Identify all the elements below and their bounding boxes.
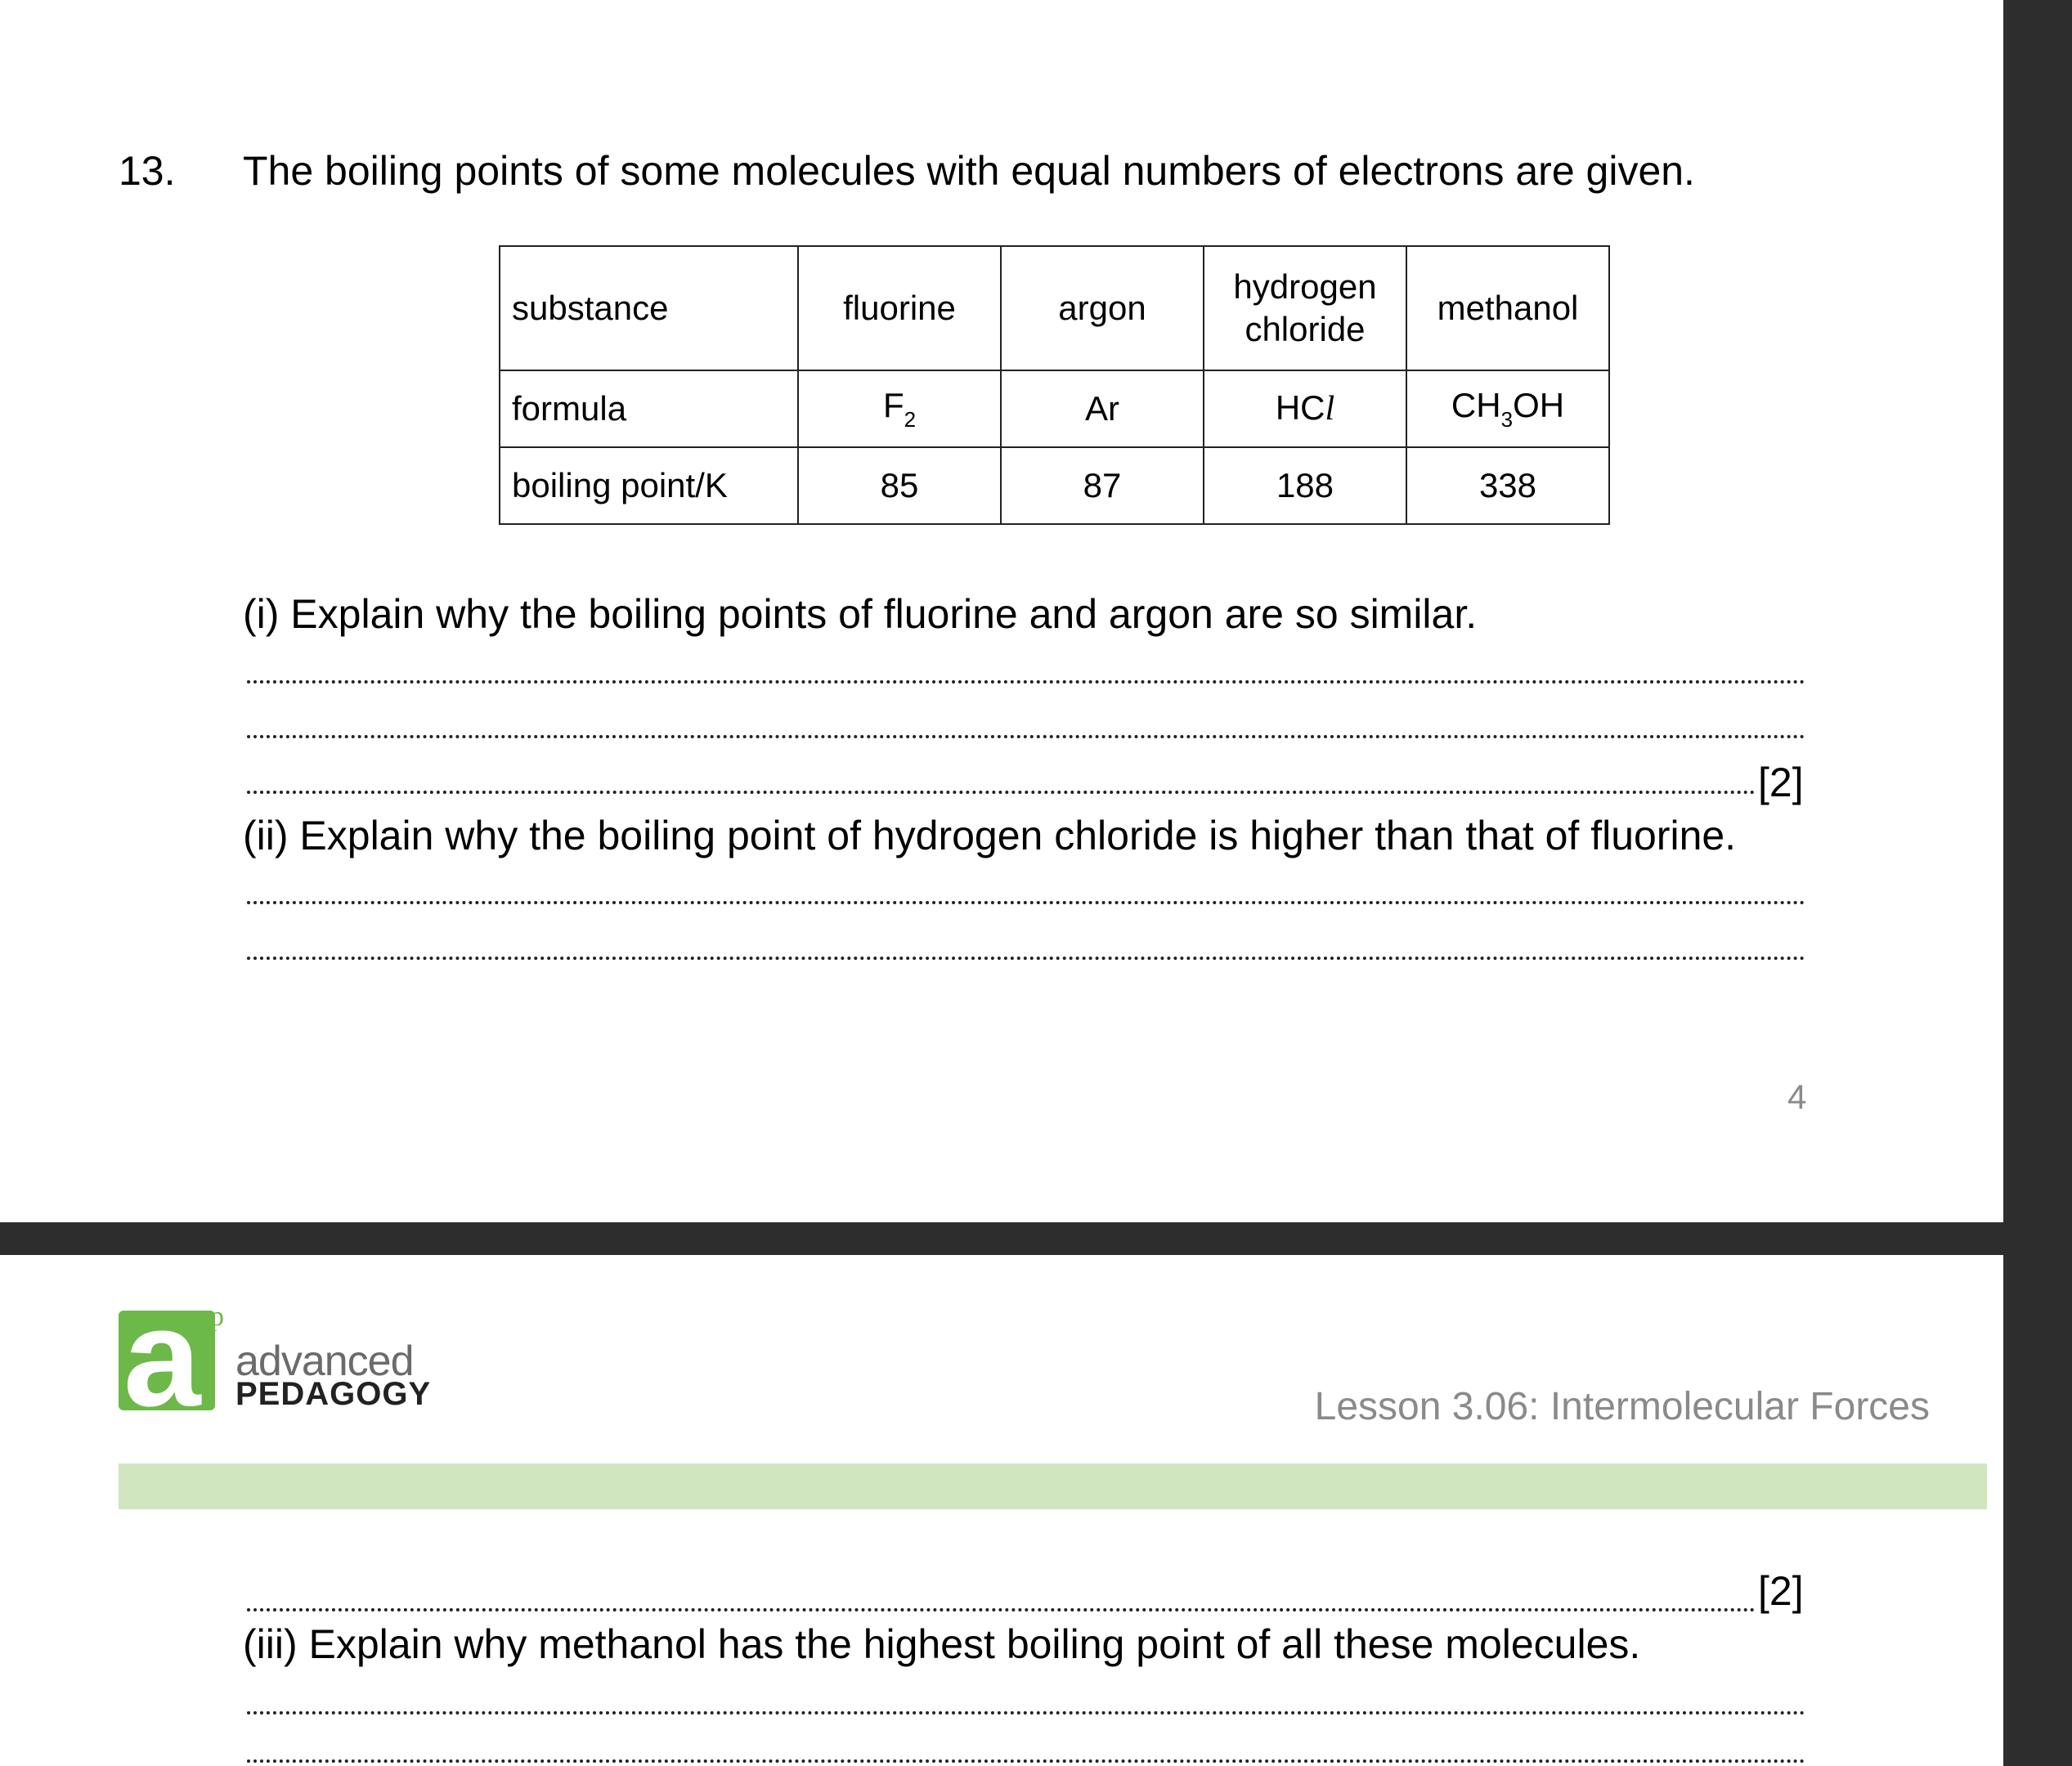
table-cell-formula-hcl: HCl	[1204, 370, 1406, 447]
answer-line	[247, 1608, 1756, 1611]
advanced-pedagogy-logo	[119, 1280, 224, 1436]
table-cell-substance-label: substance	[500, 246, 798, 370]
header-band	[119, 1463, 1987, 1509]
table-cell-formula-label: formula	[500, 370, 798, 447]
answer-line	[247, 901, 1805, 904]
brand-name-line2: PEDAGOGY	[235, 1376, 432, 1412]
part-ii-prompt: (ii) Explain why the boiling point of hydrogen chloride is higher than that of fluorine.	[243, 813, 1737, 858]
brand-name-line1: advanced	[235, 1338, 414, 1385]
table-cell-formula-ar: Ar	[1001, 370, 1204, 447]
table-cell-fluorine: fluorine	[798, 246, 1001, 370]
table-cell-bp-hcl: 188	[1204, 447, 1406, 524]
svg-text:a: a	[123, 1280, 201, 1436]
marks-label: [2]	[1758, 1568, 1804, 1614]
answer-line	[247, 791, 1756, 794]
table-cell-bp-label: boiling point/K	[500, 447, 798, 524]
table-cell-bp-argon: 87	[1001, 447, 1204, 524]
answer-line	[247, 957, 1805, 960]
table-row	[500, 370, 1609, 447]
table-cell-formula-ch3oh: $CH_3OH$	[1406, 370, 1609, 447]
viewer-scroll-gutter[interactable]	[2003, 0, 2072, 1766]
hydrogen-chloride-line1: hydrogen	[1233, 267, 1377, 306]
table-cell-bp-fluorine: 85	[798, 447, 1001, 524]
page-number: 4	[1787, 1078, 1807, 1116]
boiling-point-table	[499, 245, 1610, 525]
table-cell-formula-f2: $F_2$	[798, 370, 1001, 447]
answer-line	[247, 1711, 1805, 1714]
logo-mark-icon	[119, 1280, 224, 1436]
answer-line	[247, 735, 1805, 738]
part-iii-prompt: (iii) Explain why methanol has the highest boiling point of all these molecules.	[243, 1621, 1641, 1667]
table-cell-methanol: methanol	[1406, 246, 1609, 370]
table-cell-bp-methanol: 338	[1406, 447, 1609, 524]
part-i-prompt: (i) Explain why the boiling points of fluorine and argon are so similar.	[243, 591, 1478, 637]
answer-line	[247, 680, 1805, 684]
question-text: The boiling points of some molecules with equal numbers of electrons are given.	[243, 148, 1695, 194]
lesson-title: Lesson 3.06: Intermolecular Forces	[1314, 1385, 1930, 1428]
page-separator	[0, 1222, 2003, 1255]
hydrogen-chloride-line2: chloride	[1245, 310, 1366, 348]
svg-text:p: p	[210, 1302, 224, 1332]
table-row	[500, 447, 1609, 524]
table-cell-argon: argon	[1001, 246, 1204, 370]
table-row	[500, 246, 1609, 370]
document-page-5	[0, 1255, 2003, 1766]
marks-label: [2]	[1758, 760, 1804, 805]
question-number: 13.	[119, 148, 176, 194]
table-cell-hydrogen-chloride	[1204, 246, 1406, 370]
answer-line	[247, 1759, 1805, 1763]
